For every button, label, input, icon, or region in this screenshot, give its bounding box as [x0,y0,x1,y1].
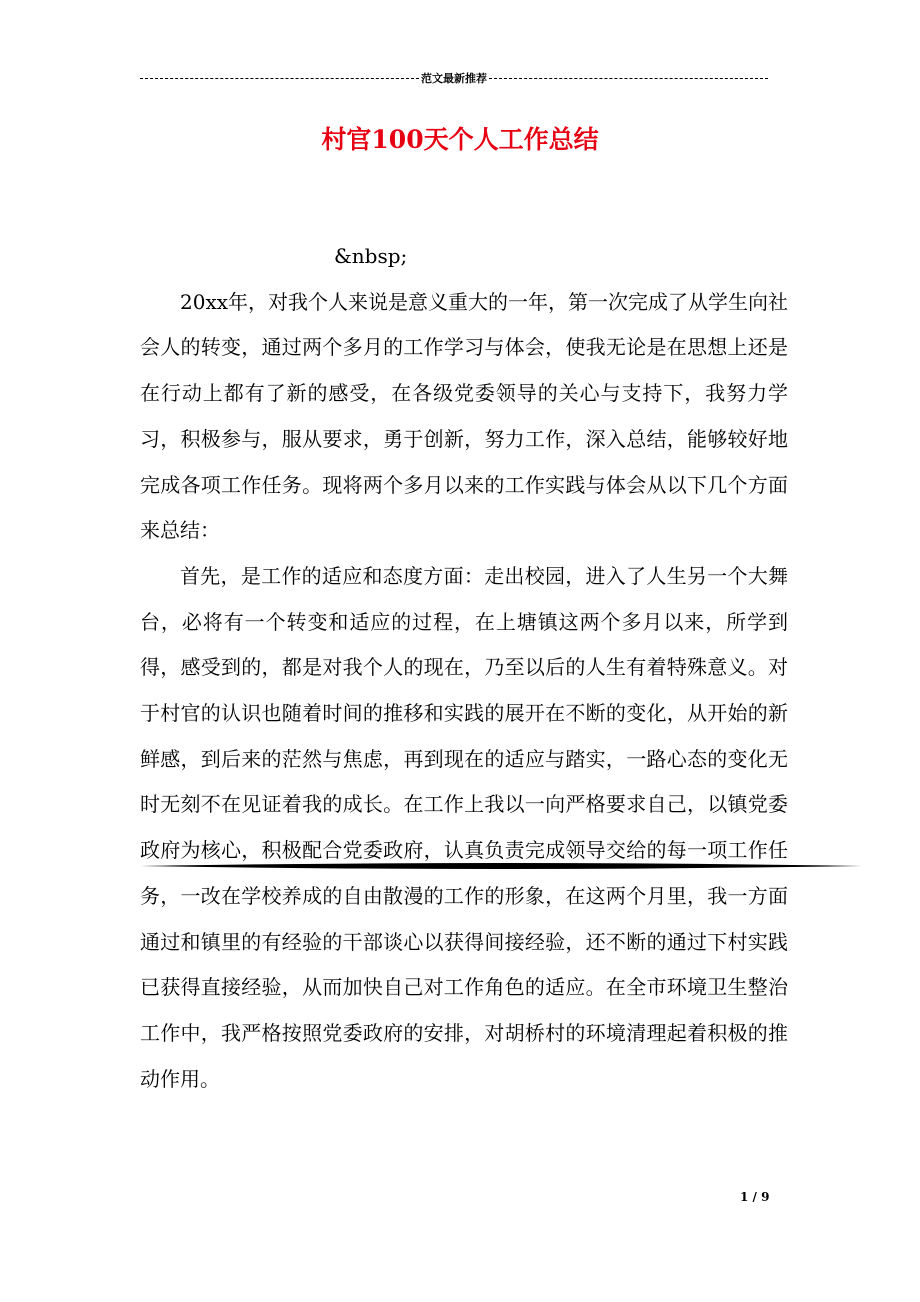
page-number: 1 / 9 [740,1190,770,1204]
document-title: 村官100天个人工作总结 [321,125,599,154]
paragraph-intro: 20xx年，对我个人来说是意义重大的一年，第一次完成了从学生向社会人的转变，通过两个多月的工作学习与体会，使我无论是在思想上还是在行动上都有了新的感受，在各级党委领导的关心与支持下，我努力学习，积极参与，服从要求，勇于创新，努力工作，深入总结，能够较好地完成各项工作任务。现将两个多月以来的工作实践与体会从以下几个方面来总结： [140,289,789,543]
footer-rule [140,860,862,872]
header-label: 范文最新推荐 [421,72,487,85]
paragraph-nbsp: &nbsp; [334,244,408,268]
page-header [140,68,768,88]
paragraph-first-point: 首先，是工作的适应和态度方面：走出校园，进入了人生另一个大舞台，必将有一个转变和适应的过程，在上塘镇这两个多月以来，所学到得，感受到的，都是对我个人的现在，乃至以后的人生有着特殊意义。对于村官的认识也随着时间的推移和实践的展开在不断的变化，从开始的新鲜感，到后来的茫然与焦虑，再到现在的适应与踏实，一路心态的变化无时无刻不在见证着我的成长。在工作上我以一向严格要求自己，以镇党委政府为核心，积极配合党委政府，认真负责完成领导交给的每一项工作任务，一改在学校养成的自由散漫的工作的形象，在这两个月里，我一方面通过和镇里的有经验的干部谈心以获得间接经验，还不断的通过下村实践已获得直接经验，从而加快自己对工作角色的适应。在全市环境卫生整治工作中，我严格按照党委政府的安排，对胡桥村的环境清理起着积极的推动作用。 [140,563,788,1091]
header-dash-right [489,78,768,79]
header-dash-left [140,78,419,79]
document-body [140,234,788,1102]
